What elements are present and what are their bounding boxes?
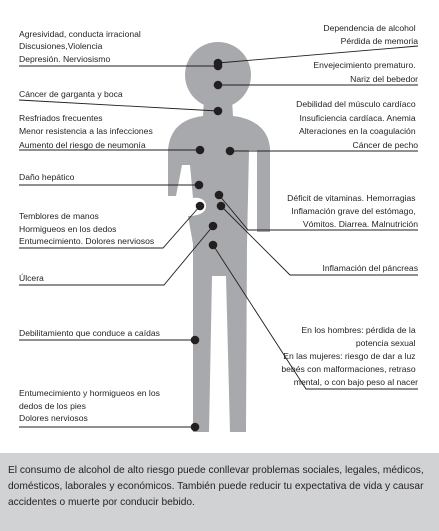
label-hands: Temblores de manos Hormigueos en los dedos Entumecimiento. Dolores nerviosos [19,211,155,246]
organ-dot-feet [191,423,200,432]
organ-dot-throat [214,107,223,116]
organ-dot-nose [214,81,223,90]
label-heart: Debilidad del músculo cardíaco Insuficiencia cardíaca. Anemia Alteraciones en la coagulación Cáncer de pecho [296,99,418,150]
organ-dot-reproductive [209,241,218,250]
caption-box [0,453,439,531]
head-shape [185,42,251,108]
label-brain: Dependencia de alcohol Pérdida de memoria [323,23,418,46]
label-lungs: Resfriados frecuentes Menor resistencia a las infecciones Aumento del riesgo de neumonía [19,113,153,150]
organ-dot-hands [196,202,205,211]
label-liver: Daño hepático [19,172,75,182]
label-stomach: Déficit de vitaminas. Hemorragias Inflamación grave del estómago, Vómitos. Diarrea. Malnutrición [287,193,418,229]
label-thigh: Debilitamiento que conduce a caídas [19,328,160,338]
organ-dot-heart [226,147,235,156]
organ-dot-stomach [215,191,224,200]
label-throat: Cáncer de garganta y boca [19,89,123,99]
organ-dot-liver [195,181,204,190]
label-reproductive: En los hombres: pérdida de la potencia sexual En las mujeres: riesgo de dar a luz bebés con malformaciones, retraso mental, o con bajo peso al nacer [281,325,418,387]
leader-line-throat [19,100,218,111]
human-silhouette [168,42,270,432]
label-feet: Entumecimiento y hormigueos en los dedos de los pies Dolores nerviosos [19,388,160,423]
caption-text: El consumo de alcohol de alto riesgo puede conllevar problemas sociales, legales, médicos, domésticos, laborales y económicos. También puede reducir tu expectativa de vida y causar accidentes o muerte por conducir bebido. [8,465,424,508]
leader-line-ulcer [19,226,213,285]
label-head: Agresividad, conducta irracional Discusiones,Violencia Depresión. Nerviosismo [19,29,141,64]
organ-dot-thigh [191,336,200,345]
organ-dot-head [214,62,223,71]
label-nose: Envejecimiento prematuro. Nariz del bebedor [313,60,418,84]
label-pancreas: Inflamación del páncreas [322,263,418,273]
organ-dot-ulcer [209,222,218,231]
organ-dot-lungs [196,146,205,155]
label-ulcer: Úlcera [19,273,44,283]
organ-dot-pancreas [217,202,226,211]
